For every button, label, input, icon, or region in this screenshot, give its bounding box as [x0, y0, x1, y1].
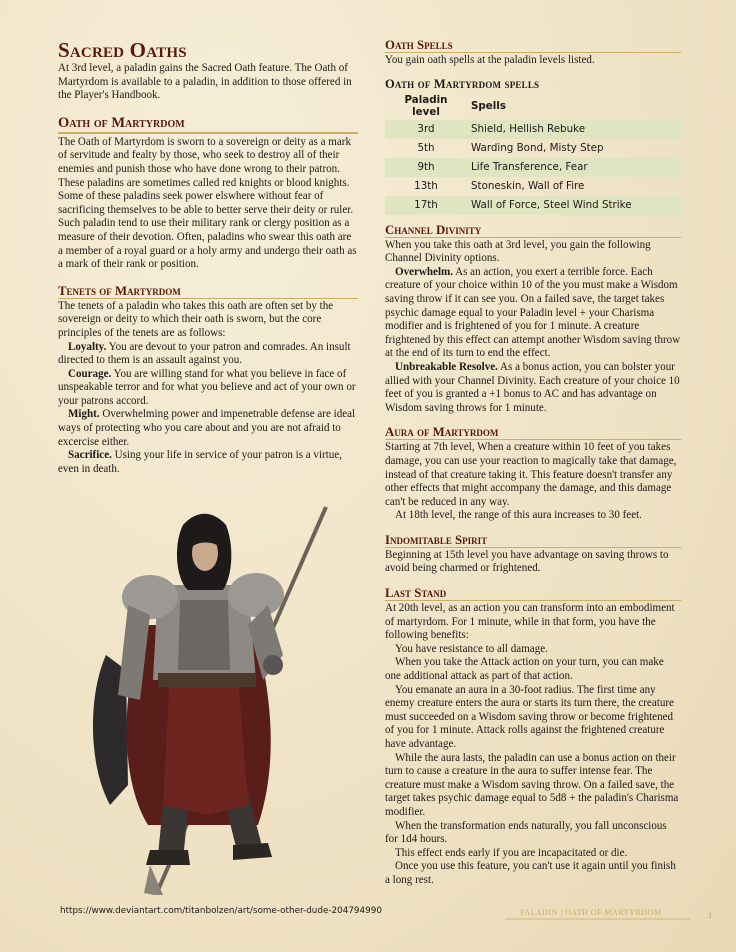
row-spells: Stoneskin, Wall of Fire: [471, 180, 585, 193]
overwhelm-feature: Overwhelm. As an action, you exert a terrible force. Each creature of your choice within 10 of the you must make a Wisdom saving throw if it can see you. On a failed save, the target takes psychic damage equal to your Paladin level + your Charisma modifier and is frightened of you for 1 minute. A creature frightened by this effect can attempt another Wisdom saving throw at the end of its turn to end the effect.: [385, 265, 681, 360]
list-item: This effect ends early if you are incapacitated or die.: [395, 846, 628, 859]
belt: [158, 673, 256, 687]
left-column: [58, 38, 358, 476]
list-item: When you take the Attack action on your turn, you can make one additional attack as part of that action.: [385, 656, 664, 683]
right-pauldron: [228, 573, 284, 617]
tenets-heading: Tenets of Martyrdom: [58, 284, 358, 299]
spells-table: [385, 92, 681, 215]
header-paladin-level: Paladin level: [404, 93, 448, 118]
right-column: [385, 38, 681, 888]
intro-paragraph: At 3rd level, a paladin gains the Sacred Oath feature. The Oath of Martyrdom is available to a paladin, in addition to those offered in the Player's Handbook.: [58, 62, 352, 102]
aura-heading: Aura of Martyrdom: [385, 425, 681, 440]
row-level: 9th: [385, 158, 467, 177]
row-spells: Life Transference, Fear: [467, 158, 681, 177]
list-item: When the transformation ends naturally, you fall unconscious for 1d4 hours.: [385, 819, 667, 846]
indomitable-spirit-text: Beginning at 15th level you have advantage on saving throws to avoid being charmed or frightened.: [385, 548, 669, 575]
list-item: While the aura lasts, the paladin can use a bonus action on their turn to cause a creature in the aura to suffer intense fear. The creature must make a Wisdom saving throw. On a failed save, the target takes psychic damage equal to 5d8 + the paladin's Charisma modifier.: [385, 751, 679, 818]
aura-upgrade: At 18th level, the range of this aura increases to 30 feet.: [395, 509, 642, 522]
page-title: Sacred Oaths: [58, 38, 187, 62]
row-spells: Wall of Force, Steel Wind Strike: [467, 196, 681, 215]
footer-rule: [505, 918, 690, 920]
oath-description: The Oath of Martyrdom is sworn to a sovereign or deity as a mark of servitude and fealty by those, who seek to destroy all of their enemies and punish those who have done wrong to their patron. These paladins are sometimes called red knights or blood knights. Some of these paladins seek power elswhere without fear of sacrificing themselves to be able to better serve their deity or ruler. Such paladin tend to use their military rank or clergy position as a measure of their devotion. Often, paladins who swear this oath are a member of a royal guard or a holy army and undergo their oath as a mark of their rank or position.: [58, 135, 357, 271]
tenet-sacrifice: Sacrifice. Using your life in service of your patron is a virtue, even in death.: [58, 449, 342, 475]
row-level: 13th: [414, 180, 438, 193]
aura-description: Starting at 7th level, When a creature within 10 feet of you takes damage, you can use your reaction to magically take that damage, instead of that creature taking it. This feature doesn't transfer any other effects that might accompany the damage, and this damage can't be reduced in any way.: [385, 441, 677, 508]
indomitable-spirit-heading: Indomitable Spirit: [385, 533, 681, 548]
last-stand-heading: Last Stand: [385, 586, 681, 601]
tenet-loyalty: Loyalty. You are devout to your patron and comrades. An insult directed to them is an assault against you.: [58, 340, 351, 367]
list-item: Once you use this feature, you can't use it again until you finish a long rest.: [385, 860, 676, 886]
header-spells: Spells: [471, 99, 506, 112]
oath-spells-heading: Oath Spells: [385, 38, 681, 53]
oath-heading: Oath of Martyrdom: [58, 115, 358, 134]
table-row: [385, 177, 681, 196]
unbreakable-resolve-feature: Unbreakable Resolve. As a bonus action, you can bolster your allied with your Channel Divinity. Each creature of your choice 10 feet of you is granted a +1 bonus to AC and has advantage on Wisdom saving throws for 1 minute.: [385, 360, 680, 414]
row-level: 5th: [417, 142, 435, 155]
row-spells: Warding Bond, Misty Step: [471, 142, 604, 155]
oath-spells-intro: You gain oath spells at the paladin levels listed.: [385, 54, 595, 66]
table-row: [385, 158, 681, 177]
channel-divinity-intro: When you take this oath at 3rd level, you gain the following Channel Divinity options.: [385, 238, 651, 265]
tabard: [163, 675, 248, 815]
last-stand-intro: At 20th level, as an action you can transform into an embodiment of martyrdom. For 1 minute, while in that form, you have the following benefits:: [385, 602, 675, 642]
tenet-courage: Courage. You are willing stand for what you believe in face of unspeakable terror and for what you believe and act of your own or your patrons accord.: [58, 367, 356, 407]
channel-divinity-heading: Channel Divinity: [385, 223, 681, 238]
list-item: You emanate an aura in a 30-foot radius. The first time any enemy creature enters the aura or starts its turn there, the creature must succeeded on a Wisdom saving throw or become frightened of you for 1 minute. Attack rolls against the frightened creature have advantage.: [385, 683, 674, 750]
tenet-might: Might. Overwhelming power and impenetrable defense are ideal ways of protecting who you care about and you are not afraid to excercise either.: [58, 408, 356, 448]
table-row: [385, 120, 681, 139]
row-spells: Shield, Hellish Rebuke: [467, 120, 681, 139]
tenets-intro: The tenets of a paladin who takes this oath are often set by the sovereign or deity to which their oath is sworn, but the core principles of the tenets are as follows:: [58, 299, 334, 339]
page-number: 1: [708, 911, 712, 920]
paladin-knight-illustration: [88, 505, 338, 895]
table-row: [385, 196, 681, 215]
row-level: 17th: [385, 196, 467, 215]
row-level: 3rd: [385, 120, 467, 139]
spells-table-title: Oath of Martyrdom spells: [385, 76, 540, 91]
art-credit-url[interactable]: https://www.deviantart.com/titanbolzen/art/some-other-dude-204794990: [60, 906, 382, 916]
list-item: You have resistance to all damage.: [395, 642, 548, 655]
table-row: [385, 139, 681, 158]
footer-label: PALADIN | OATH OF MARTYRDOM: [520, 908, 662, 917]
table-header-row: [385, 92, 681, 120]
